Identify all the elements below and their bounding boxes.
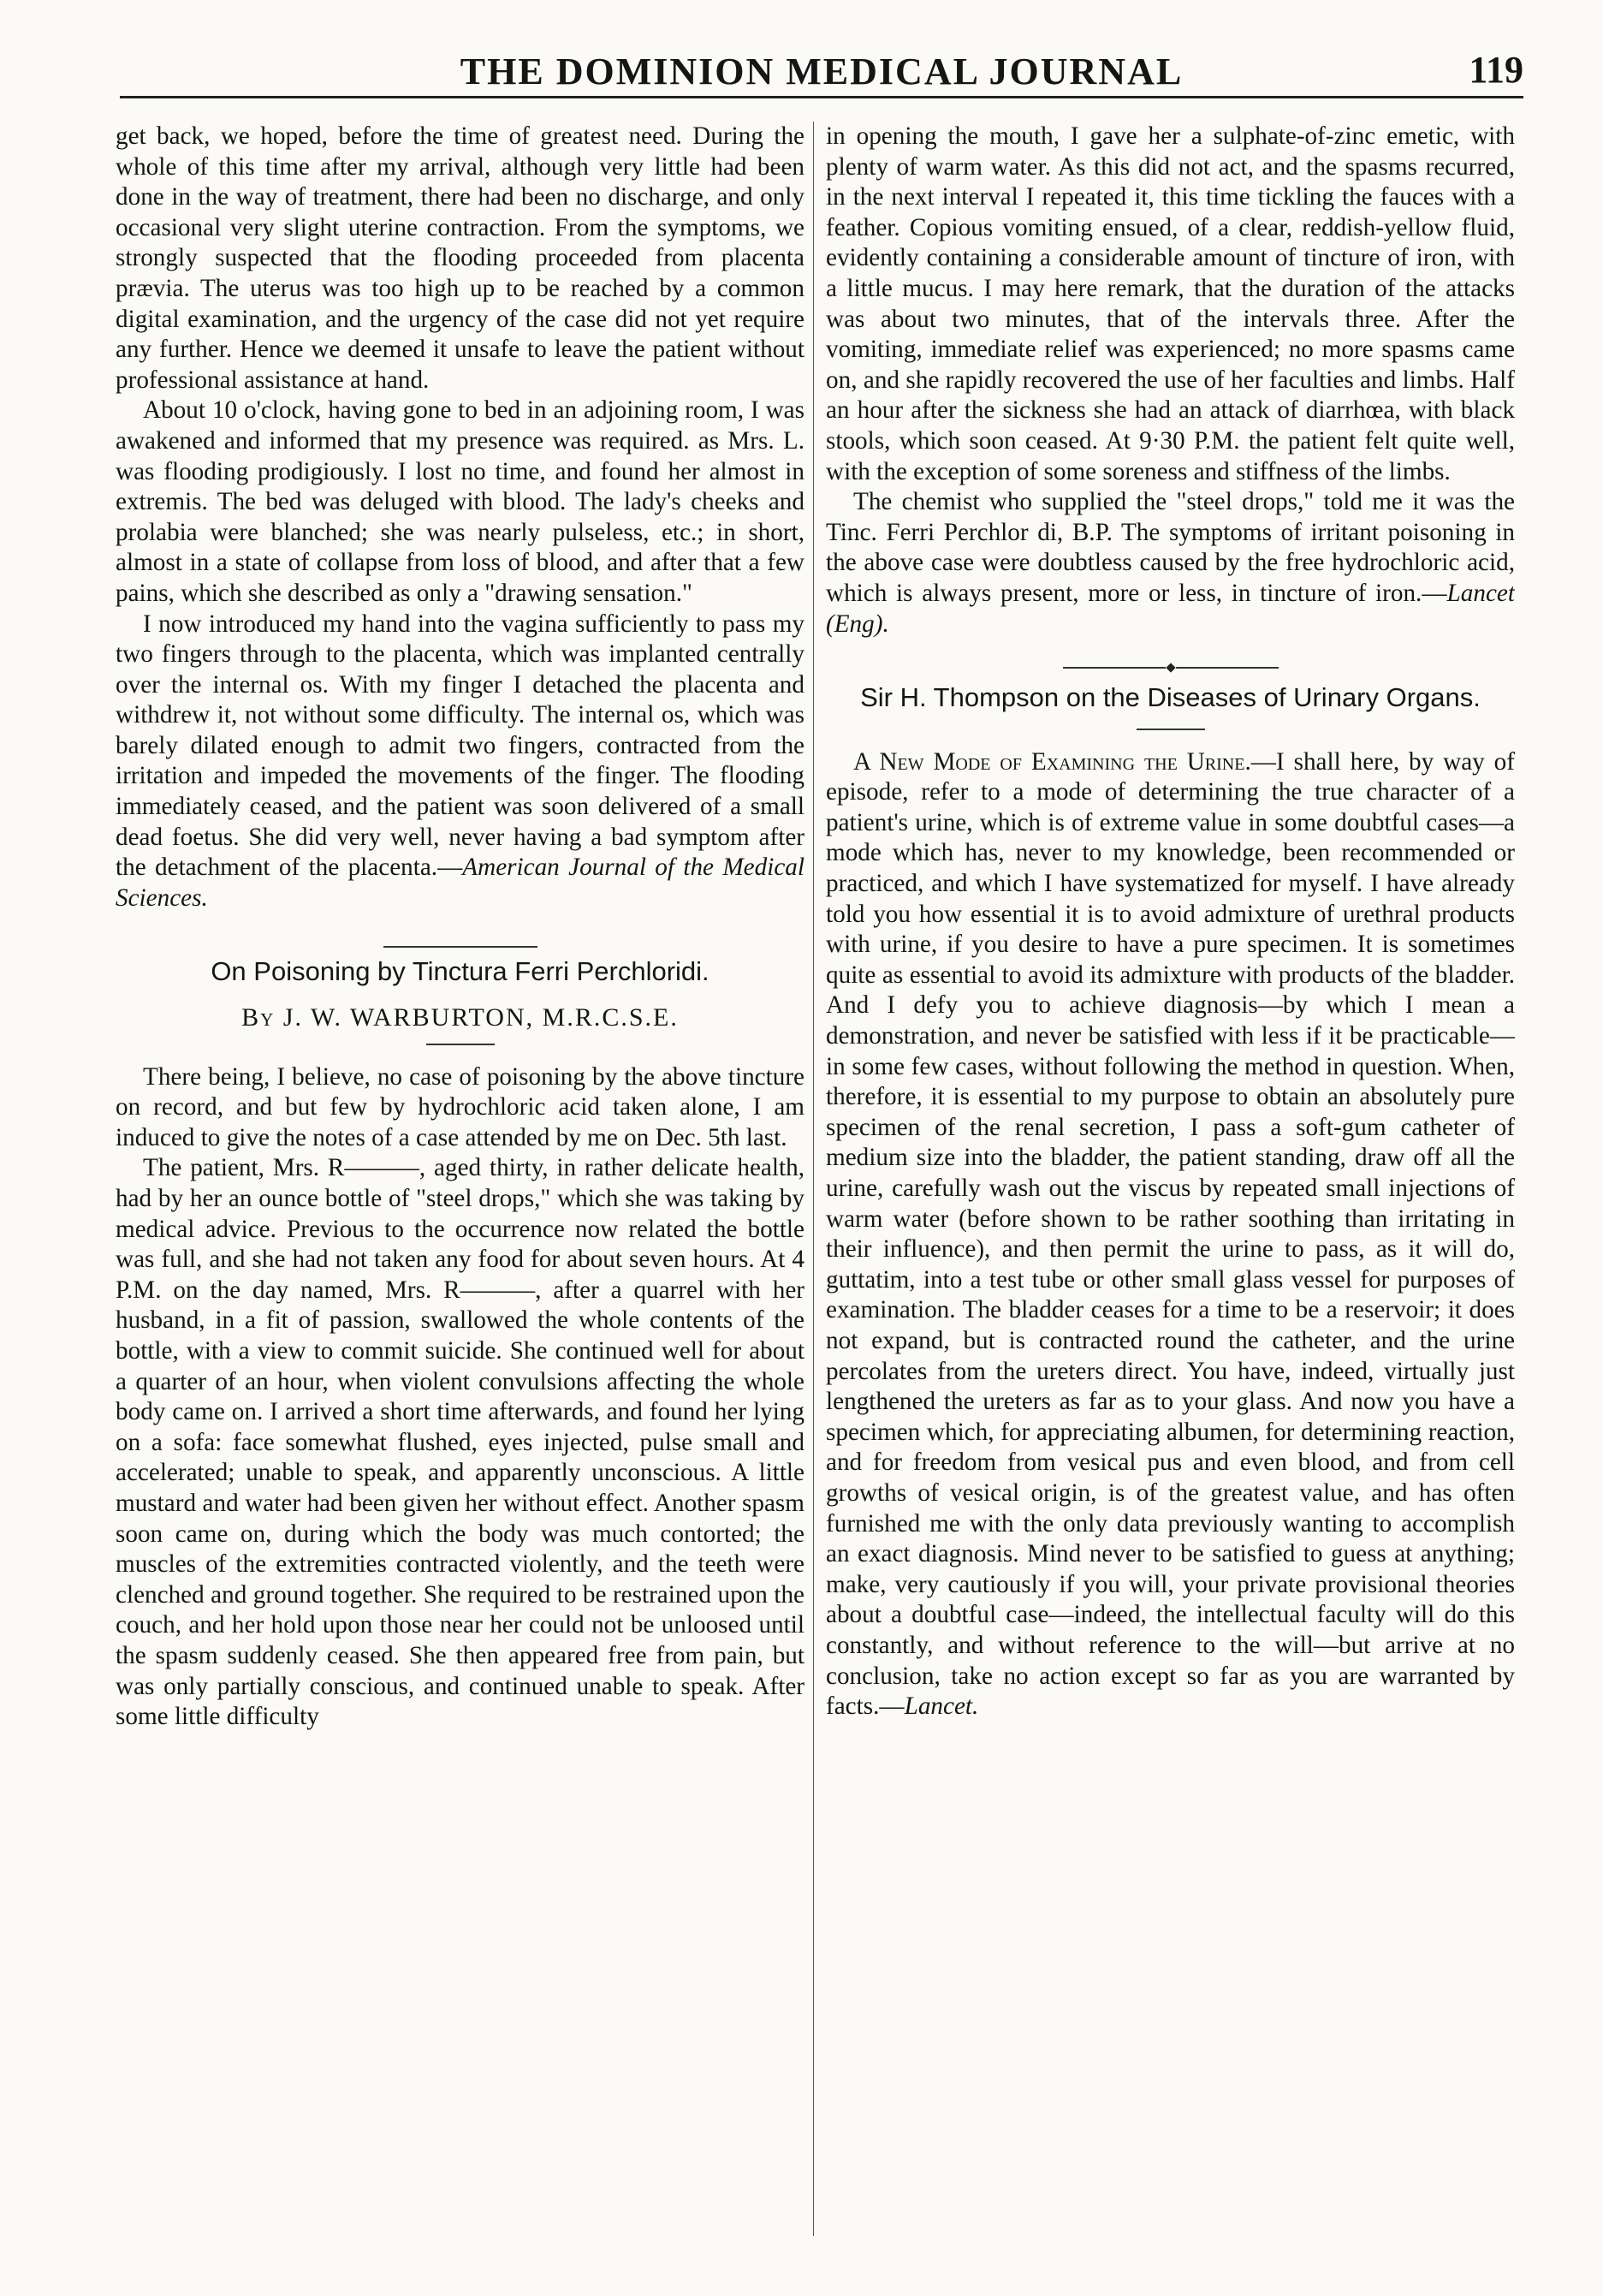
journal-title: THE DOMINION MEDICAL JOURNAL — [460, 51, 1184, 92]
article2-title: On Poisoning by Tinctura Ferri Perchloridi. — [211, 956, 709, 987]
page-number: 119 — [1469, 49, 1523, 91]
paragraph-text: —I shall here, by way of episode, refer to a mode of determining the true character of a patient's urine, which is of extreme value in some doubtful cases—a mode which has, never to my knowledge, been recommended or practiced, and which I have systematized for myself. I have already told you how essential it is to avoid admixture of urethral products with urine, if you desire to have a pure specimen. It is sometimes quite as essential to avoid its admixture with products of the bladder. And I defy you to achieve diagnosis—by which I mean a demonstration, and never be satisfied with less if it be practicable—in some few cases, without following the method in question. When, therefore, it is essential to my purpose to obtain an absolutely pure specimen of the renal secretion, I pass a soft-gum catheter of medium size into the bladder, the patient standing, draw off all the urine, carefully wash out the viscus by repeated small injections of warm water (before shown to be rather soothing than irritating in their influence), and then permit the urine to pass, as it will do, guttatim, into a test tube or other small glass vessel for purposes of examination. The bladder ceases for a time to be a reservoir; it does not expand, but is contracted round the catheter, and the urine percolates from the ureters direct. You have, indeed, virtually just lengthened the ureters as far as to your glass. And now you have a specimen which, for appreciating albumen, for determining reaction, and for freedom from vesical pus and even blood, and from cell growths of vesical origin, is of the greatest value, and has often furnished me with the only data previously wanting to accomplish an exact diagnosis. Mind never to be satisfied to guess at anything; make, very cautiously if you will, your private provisional theories about a doubtful case—indeed, the intellectual faculty will do this constantly, and without reference to the will—but arrive at no conclusion, take no action except so far as you are warranted by facts.— — [826, 747, 1515, 1721]
paragraph-text: I now introduced my hand into the vagina sufficiently to pass my two fingers through to the placenta, which was implanted centrally over the internal os. With my finger I detached the placenta and withdrew it, not without some difficulty. The internal os, which was barely dilated enough to admit two fingers, contracted from the irritation and impeded the movements of the finger. The flooding immediately ceased, and the patient was soon delivered of a small dead foetus. She did very well, never having a bad symptom after the detachment of the placenta.— — [116, 610, 804, 882]
byline-rule — [426, 1044, 495, 1045]
byline-author: J. W. WARBURTON, M.R.C.S.E. — [282, 1003, 679, 1032]
source-citation: Lancet (Eng). — [826, 579, 1515, 638]
article2-paragraph: The patient, Mrs. R———, aged thirty, in rather delicate health, had by her an ounce bottle of "steel drops," which she was taking by medical advice. Previous to the occurrence now related the bottle was full, and she had not taken any food for about seven hours. At 4 P.M. on the day named, Mrs. R———, after a quarrel with her husband, in a fit of passion, swallowed the whole contents of the bottle, with a view to commit suicide. She continued well for about a quarter of an hour, when violent convulsions affecting the whole body came on. I arrived a short time afterwards, and found her lying on a sofa: face somewhat flushed, eyes injected, pulse small and accelerated; unable to speak, and apparently unconscious. A little mustard and water had been given her without effect. Another spasm soon came on, during which the body was much contorted; the muscles of the extremities contracted violently, and the teeth were clenched and ground together. She required to be restrained upon the couch, and her hold upon those near her could not be unloosed until the spasm suddenly ceased. She then appeared free from pain, but was only partially conscious, and continued unable to speak. After some little difficulty — [116, 1154, 804, 1731]
paragraph-text: The chemist who supplied the "steel drops," told me it was the Tinc. Ferri Perchlor di, B.P. The symptoms of irritant poisoning in the above case were doubtless caused by the free hydrochloric acid, which is always present, more or less, in tincture of iron.— — [826, 488, 1515, 607]
title-rule — [1137, 729, 1205, 730]
source-citation: Lancet. — [904, 1692, 979, 1721]
article3-paragraph — [826, 747, 1515, 1722]
article2-byline — [116, 1002, 804, 1033]
column-divider — [813, 122, 814, 2236]
article2-paragraph: There being, I believe, no case of poisoning by the above tincture on record, and but few by hydrochloric acid taken alone, I am induced to give the notes of a case attended by me on Dec. 5th last. — [116, 1062, 804, 1151]
paragraph-lead: A New Mode of Examining the Urine. — [853, 747, 1251, 776]
section-ornament — [116, 925, 804, 937]
running-header — [120, 45, 1523, 98]
article2-paragraph-final — [826, 487, 1515, 639]
article2-continuation-paragraph: in opening the mouth, I gave her a sulphate-of-zinc emetic, with plenty of warm water. As this did not act, and the spasms recurred, in the next interval I repeated it, this time tickling the fauces with a feather. Copious vomiting ensued, of a clear, reddish-yellow fluid, evidently containing a considerable amount of tincture of iron, with a little mucus. I may here remark, that the duration of the attacks was about two minutes, that of the intervals three. After the vomiting, immediate relief was experienced; no more spasms came on, and she rapidly recovered the use of her faculties and limbs. Half an hour after the sickness she had an attack of diarrhœa, with black stools, which soon ceased. At 9·30 P.M. the patient felt quite well, with the exception of some soreness and stiffness of the limbs. — [826, 122, 1515, 485]
byline-by: By — [241, 1003, 276, 1032]
left-column — [116, 122, 804, 2245]
article3-title: Sir H. Thompson on the Diseases of Urinary Organs. — [860, 682, 1481, 713]
article1-paragraph-final — [116, 610, 804, 914]
source-citation: American Journal of the Medical Sciences. — [116, 854, 804, 912]
article1-paragraph: About 10 o'clock, having gone to bed in an adjoining room, I was awakened and informed that my presence was required. as Mrs. L. was flooding prodigiously. I lost no time, and found her almost in extremis. The bed was deluged with blood. The lady's cheeks and prolabia were blanched; she was nearly pulseless, etc.; in short, almost in a state of collapse from loss of blood, and after that a few pains, which she described as only a "drawing sensation." — [116, 396, 804, 607]
right-column — [826, 122, 1515, 2245]
section-ornament — [826, 651, 1515, 663]
article1-continuation-paragraph: get back, we hoped, before the time of greatest need. During the whole of this time after my arrival, although very little had been done in the way of treatment, there had been no discharge, and only occasional very slight uterine contraction. From the symptoms, we strongly suspected that the flooding proceeded from placenta prævia. The uterus was too high up to be reached by a common digital examination, and the urgency of the case did not yet require any further. Hence we deemed it unsafe to leave the patient without professional assistance at hand. — [116, 122, 804, 394]
